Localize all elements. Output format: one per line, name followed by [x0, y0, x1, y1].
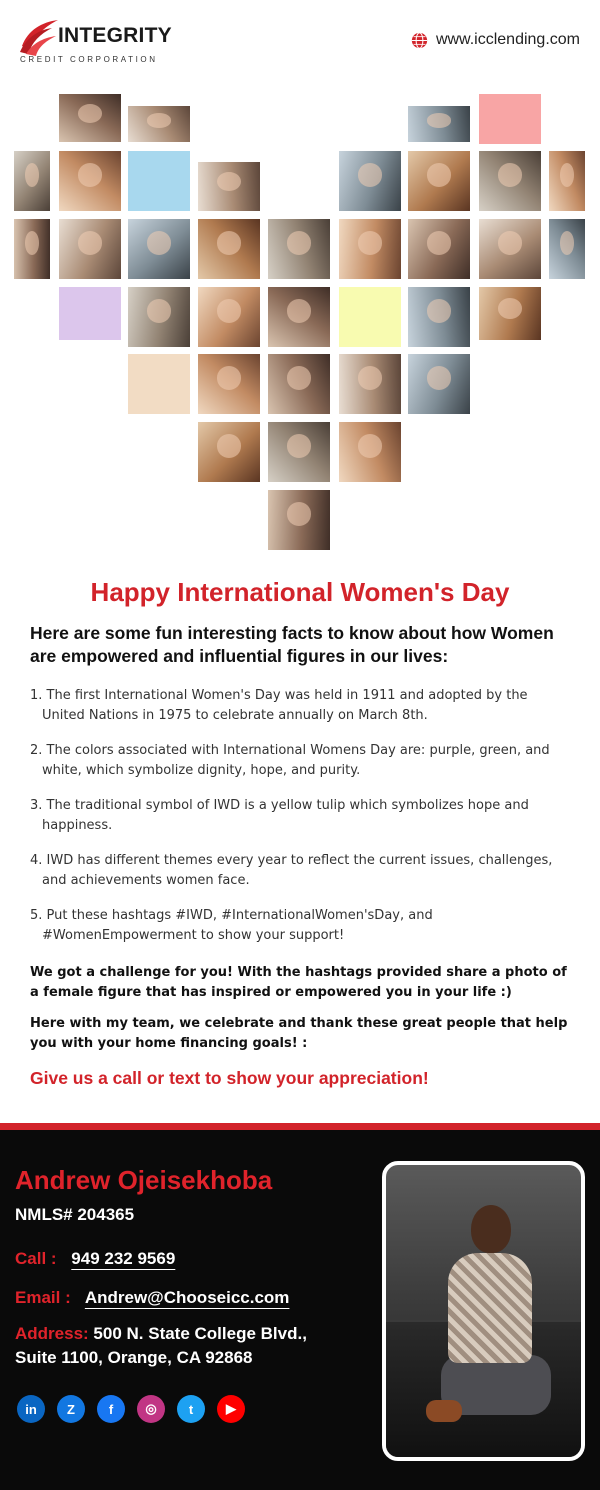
collage-photo [58, 93, 122, 143]
globe-icon [411, 32, 428, 49]
collage-photo [267, 218, 331, 280]
brand-logo[interactable] [18, 14, 188, 70]
collage-color-swatch [58, 286, 122, 341]
collage-photo [197, 353, 261, 415]
collage-photo [407, 105, 471, 143]
phone-label: Call : [15, 1249, 57, 1268]
instagram-icon[interactable]: ◎ [137, 1395, 165, 1423]
nmls-number: NMLS# 204365 [15, 1205, 135, 1224]
person-head [471, 1205, 511, 1253]
collage-photo [127, 105, 191, 143]
list-item: 1. The first International Women's Day was held in 1911 and adopted by the United Nations in 1975 to celebrate annually on March 8th. [30, 688, 528, 723]
collage-photo [13, 218, 51, 280]
website-link[interactable] [411, 31, 580, 49]
collage-color-swatch [127, 150, 191, 212]
address-value: 500 N. State College Blvd., Suite 1100, Orange, CA 92868 [15, 1324, 307, 1367]
collage-photo [267, 353, 331, 415]
collage-photo [338, 353, 402, 415]
collage-photo [478, 218, 542, 280]
collage-photo [127, 286, 191, 348]
heart-photo-collage [0, 85, 600, 560]
collage-color-swatch [338, 286, 402, 348]
agent-name: Andrew Ojeisekhoba [15, 1165, 273, 1195]
list-item: 5. Put these hashtags #IWD, #InternationalWomen'sDay, and #WomenEmpowerment to show your support! [30, 908, 433, 943]
collage-photo [197, 161, 261, 212]
twitter-icon[interactable]: t [177, 1395, 205, 1423]
collage-photo [478, 286, 542, 341]
list-item: 4. IWD has different themes every year to reflect the current issues, challenges, and achievements women face. [30, 853, 553, 888]
person-body [448, 1253, 532, 1363]
collage-photo [548, 150, 586, 212]
facts-list [28, 686, 573, 961]
collage-photo [338, 150, 402, 212]
collage-photo [267, 421, 331, 483]
collage-photo [407, 218, 471, 280]
collage-photo [127, 218, 191, 280]
collage-color-swatch [127, 353, 191, 415]
collage-photo [407, 150, 471, 212]
social-links [17, 1395, 245, 1423]
collage-photo [338, 218, 402, 280]
collage-photo [407, 286, 471, 348]
collage-photo [338, 421, 402, 483]
phone-row [15, 1249, 175, 1269]
page-title: Happy International Women's Day [90, 577, 510, 607]
integrity-swoosh-icon [18, 16, 60, 56]
brand-name: INTEGRITY [58, 24, 172, 47]
footer-contact-card [0, 1123, 600, 1490]
person-shoe [426, 1400, 462, 1422]
website-url: www.icclending.com [435, 31, 580, 48]
collage-photo [407, 353, 471, 415]
email-link[interactable]: Andrew@Chooseicc.com [84, 1288, 290, 1307]
zillow-icon[interactable]: Z [57, 1395, 85, 1423]
address-block [15, 1322, 345, 1370]
collage-photo [478, 150, 542, 212]
team-text: Here with my team, we celebrate and thank these great people that help you with your home financing goals! : [30, 1016, 568, 1051]
linkedin-icon[interactable]: in [17, 1395, 45, 1423]
call-to-action: Give us a call or text to show your appreciation! [30, 1068, 429, 1088]
collage-photo [548, 218, 586, 280]
collage-photo [197, 218, 261, 280]
collage-color-swatch [478, 93, 542, 145]
collage-photo [13, 150, 51, 212]
challenge-text: We got a challenge for you! With the hashtags provided share a photo of a female figure that has inspired or empowered you in your life :) [30, 965, 567, 1000]
collage-photo [197, 286, 261, 348]
facebook-icon[interactable]: f [97, 1395, 125, 1423]
list-item: 3. The traditional symbol of IWD is a yellow tulip which symbolizes hope and happiness. [30, 798, 529, 833]
email-label: Email : [15, 1288, 71, 1307]
intro-heading: Here are some fun interesting facts to know about how Women are empowered and influential figures in our lives: [30, 623, 554, 666]
phone-link[interactable]: 949 232 9569 [71, 1249, 176, 1268]
list-item: 2. The colors associated with International Womens Day are: purple, green, and white, which symbolize dignity, hope, and purity. [30, 743, 550, 778]
header [0, 0, 600, 80]
agent-photo [382, 1161, 585, 1461]
address-label: Address: [15, 1324, 89, 1343]
collage-photo [197, 421, 261, 483]
collage-photo [267, 286, 331, 348]
collage-photo [58, 218, 122, 280]
email-row [15, 1288, 289, 1308]
footer-accent-bar [0, 1123, 600, 1130]
youtube-icon[interactable]: ▶ [217, 1395, 245, 1423]
collage-photo [267, 489, 331, 551]
collage-photo [58, 150, 122, 212]
brand-subtitle: CREDIT CORPORATION [20, 55, 158, 64]
